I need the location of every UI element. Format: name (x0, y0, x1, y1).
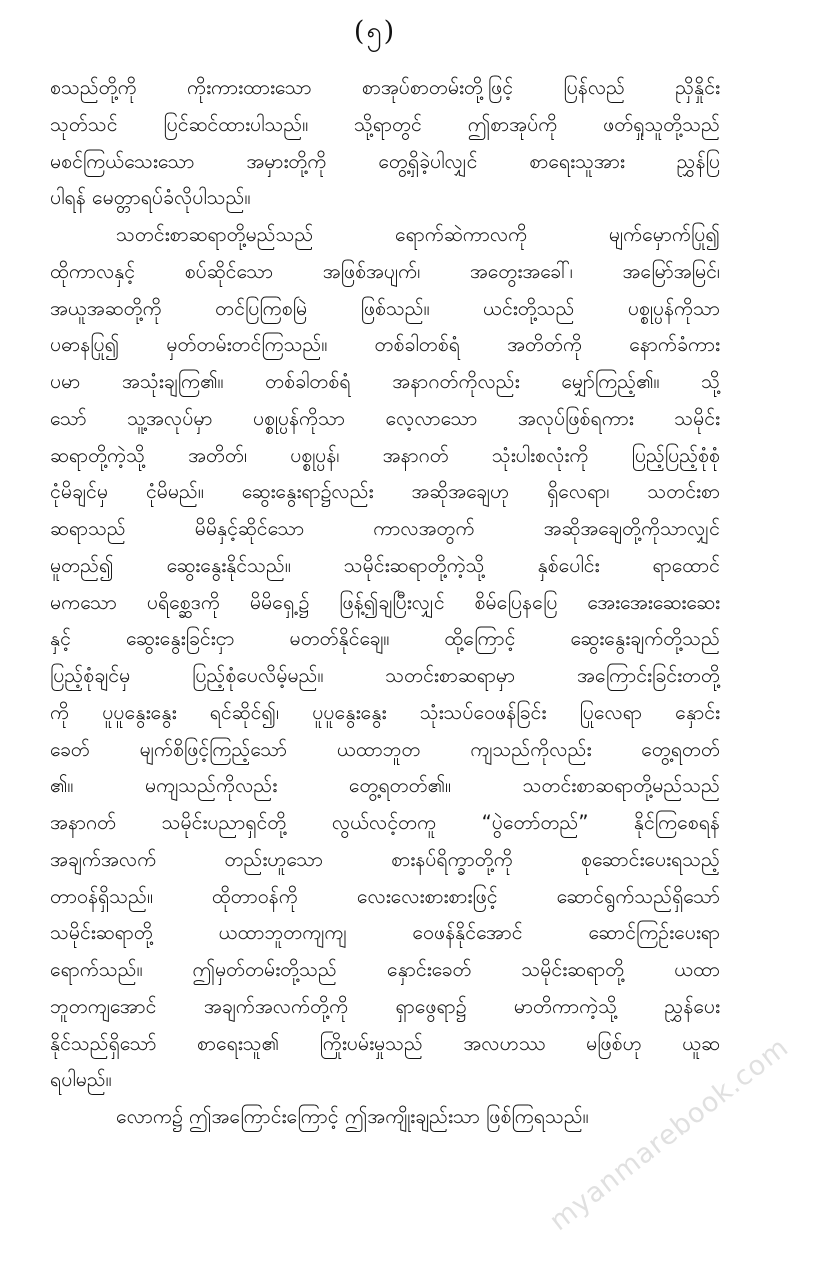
text-line: အချက်အလက် တည်းဟူသော စားနပ်ရိက္ခာတို့ကို စုဆောင်းပေးရသည့် (50, 847, 720, 871)
page-number: (၅) (353, 16, 397, 47)
text-line: အနာဂတ် သမိုင်းပညာရှင်တို့ လွယ်လင့်တကူ “ပွဲတော်တည်” နိုင်ကြစေရန် (50, 811, 720, 834)
text-line: မစင်ကြယ်သေးသော အမှားတို့ကို တွေ့ရှိခဲ့ပါလျှင် စာရေးသူအား ညွှန်ပြ (50, 149, 720, 173)
text-line: သတင်းစာဆရာတို့မည်သည် ရောက်ဆဲကာလကို မျက်မှောက်ပြု၍ (116, 223, 720, 246)
text-line: ထိုကာလနှင့် စပ်ဆိုင်သော အဖြစ်အပျက်၊ အတွေးအခေါ်၊ အမြော်အမြင်၊ (50, 259, 720, 283)
text-line: ပဓာနပြု၍ မှတ်တမ်းတင်ကြသည်။ တစ်ခါတစ်ရံ အတိတ်ကို နောက်ခံကား (50, 333, 720, 357)
text-line: နှင့် ဆွေးနွေးခြင်းငှာ မတတ်နိုင်ချေ။ ထို့ကြောင့် ဆွေးနွေးချက်တို့သည် (50, 627, 720, 651)
text-line: ဆရာသည် မိမိနှင့်ဆိုင်သော ကာလအတွက် အဆိုအချေတို့ကိုသာလျှင် (50, 517, 720, 540)
text-line: စသည်တို့ကို ကိုးကားထားသော စာအုပ်စာတမ်းတို့ဖြင့် ပြန်လည် ညှိနှိုင်း (50, 76, 720, 99)
text-line: ပြည့်စုံချင်မှ ပြည့်စုံပေလိမ့်မည်။ သတင်းစာဆရာမှာ အကြောင်းခြင်းတတို့ (50, 664, 720, 687)
text-line: တာဝန်ရှိသည်။ ထိုတာဝန်ကို လေးလေးစားစားဖြင့် ဆောင်ရွက်သည်ရှိသော် (50, 884, 720, 908)
text-line: အယူအဆတို့ကို တင်ပြကြစမြဲ ဖြစ်သည်။ ယင်းတို့သည် ပစ္စုပ္ပန်ကိုသာ (50, 296, 720, 320)
text-line: သမိုင်းဆရာတို့ ယထာဘူတကျကျ ဝေဖန်နိုင်အောင် ဆောင်ကြဉ်းပေးရာ (50, 921, 720, 945)
text-line: နိုင်သည်ရှိသော် စာရေးသူ၏ ကြိုးပမ်းမှုသည် အလဟဿ မဖြစ်ဟု ယူဆ (50, 1031, 720, 1055)
text-line: သော် သူ့အလုပ်မှာ ပစ္စုပ္ပန်ကိုသာ လေ့လာသော အလုပ်ဖြစ်ရကား သမိုင်း (50, 406, 720, 430)
text-line: မကသော ပရိစ္ဆေဒကို မိမိရှေ့၌ ဖြန့်၍ချပြီးလျှင် စိမ်ပြေနပြေ အေးအေးဆေးဆေး (50, 590, 720, 614)
watermark: myanmarebook.com (543, 1031, 795, 1237)
body-text (50, 70, 720, 1136)
text-line: ကို ပူပူနွေးနွေး ရင်ဆိုင်၍၊ ပူပူနွေးနွေး သုံးသပ်ဝေဖန်ခြင်း ပြုလေရာ နှောင်း (50, 700, 720, 724)
text-line: သုတ်သင် ပြင်ဆင်ထားပါသည်။ သို့ရာတွင် ဤစာအုပ်ကို ဖတ်ရှုသူတို့သည် (50, 112, 720, 136)
text-line: မူတည်၍ ဆွေးနွေးနိုင်သည်။ သမိုင်းဆရာတို့ကဲ့သို့ နှစ်ပေါင်း ရာထောင် (50, 553, 720, 577)
text-line: ပါရန် မေတ္တာရပ်ခံလိုပါသည်။ (50, 186, 251, 210)
text-line: ရောက်သည်။ ဤမှတ်တမ်းတို့သည် နှောင်းခေတ် သမိုင်းဆရာတို့ ယထာ (50, 958, 720, 981)
text-line: လောက၌ ဤအကြောင်းကြောင့် ဤအကျိုးချည်းသာ ဖြစ်ကြရသည်။ (116, 1105, 589, 1128)
text-line: ခေတ် မျက်စိဖြင့်ကြည့်သော် ယထာဘူတ ကျသည်ကိုလည်း တွေ့ရတတ် (50, 737, 720, 761)
text-line: ၏။ မကျသည်ကိုလည်း တွေ့ရတတ်၏။ သတင်းစာဆရာတို့မည်သည် (50, 774, 720, 798)
text-line: ပမာ အသုံးချကြ၏။ တစ်ခါတစ်ရံ အနာဂတ်ကိုလည်း မျှော်ကြည့်၏။ သို့ (50, 370, 720, 393)
text-line: ငုံမိချင်မှ ငုံမိမည်။ ဆွေးနွေးရာ၌လည်း အဆိုအချေဟု ရှိလေရာ၊ သတင်းစာ (50, 480, 720, 504)
text-line: ဘူတကျအောင် အချက်အလက်တို့ကို ရှာဖွေရာ၌ မာတိကာကဲ့သို့ ညွှန်ပေး (50, 994, 720, 1018)
text-line: ဆရာတို့ကဲ့သို့ အတိတ်၊ ပစ္စုပ္ပန်၊ အနာဂတ် သုံးပါးစလုံးကို ပြည့်ပြည့်စုံစုံ (50, 443, 720, 467)
text-line: ရပါမည်။ (50, 1068, 112, 1092)
